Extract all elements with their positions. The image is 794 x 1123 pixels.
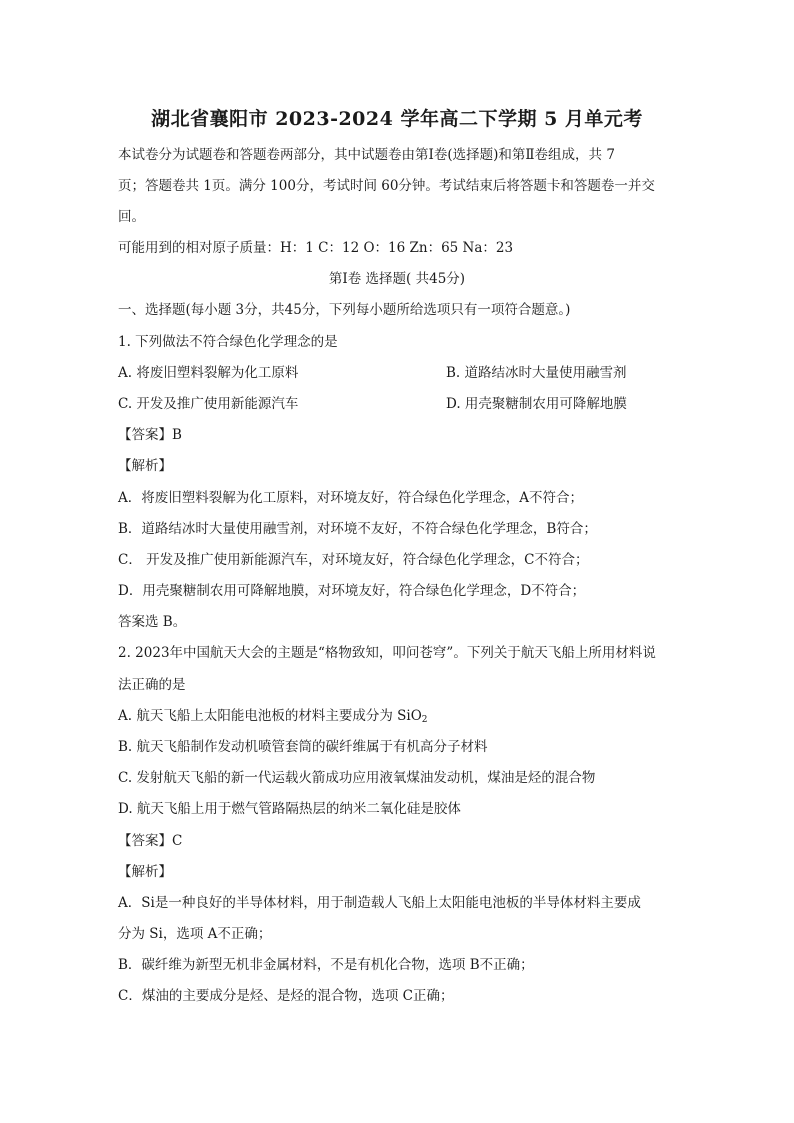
q2-option-d: D. 航天飞船上用于燃气管路隔热层的纳米二氧化硅是胶体 <box>118 801 461 817</box>
q2-analysis-label: 【解析】 <box>118 864 172 880</box>
q2-option-a-subscript: 2 <box>421 715 428 725</box>
q2-option-a-text: A. 航天飞船上太阳能电池板的材料主要成分为 SiO <box>118 708 422 724</box>
intro-line-1: 本试卷分为试题卷和答题卷两部分，其中试题卷由第Ⅰ卷(选择题)和第Ⅱ卷组成，共 7 <box>118 147 615 163</box>
q2-option-c: C. 发射航天飞船的新一代运载火箭成功应用液氧煤油发动机，煤油是烃的混合物 <box>118 770 596 786</box>
part-heading: 一、选择题(每小题 3分，共45分，下列每小题所给选项只有一项符合题意。) <box>118 302 571 318</box>
q1-option-a: A. 将废旧塑料裂解为化工原料 <box>118 365 299 381</box>
q2-option-a <box>118 707 428 729</box>
q1-answer: 【答案】B <box>118 427 182 443</box>
q1-analysis-c: C． 开发及推广使用新能源汽车，对环境友好，符合绿色化学理念，C不符合； <box>118 552 589 568</box>
q1-analysis-label: 【解析】 <box>118 458 172 474</box>
q2-stem-line-2: 法正确的是 <box>118 677 186 693</box>
document-title: 湖北省襄阳市 2023-2024 学年高二下学期 5 月单元考 <box>151 108 643 130</box>
intro-line-3: 回。 <box>118 209 145 225</box>
q1-analysis-d: D．用壳聚糖制农用可降解地膜，对环境友好，符合绿色化学理念，D不符合； <box>118 583 586 599</box>
q1-option-c: C. 开发及推广使用新能源汽车 <box>118 396 299 412</box>
q2-option-b: B. 航天飞船制作发动机喷管套筒的碳纤维属于有机高分子材料 <box>118 739 488 755</box>
q2-answer: 【答案】C <box>118 833 183 849</box>
q2-analysis-a-line-1: A．Si是一种良好的半导体材料，用于制造载人飞船上太阳能电池板的半导体材料主要成 <box>118 895 641 911</box>
q1-analysis-a: A．将废旧塑料裂解为化工原料，对环境友好，符合绿色化学理念，A不符合； <box>118 490 583 506</box>
q2-analysis-c: C．煤油的主要成分是烃、是烃的混合物，选项 C正确； <box>118 988 454 1004</box>
q1-option-b: B. 道路结冰时大量使用融雪剂 <box>446 365 627 381</box>
q1-option-d: D. 用壳聚糖制农用可降解地膜 <box>446 396 627 412</box>
q1-stem: 1. 下列做法不符合绿色化学理念的是 <box>118 334 338 350</box>
q2-analysis-a-line-2: 分为 Si，选项 A不正确； <box>118 926 272 942</box>
q1-conclusion: 答案选 B。 <box>118 614 187 630</box>
section-title: 第Ⅰ卷 选择题( 共45分) <box>328 271 466 287</box>
q2-analysis-b: B．碳纤维为新型无机非金属材料，不是有机化合物，选项 B不正确； <box>118 957 534 973</box>
intro-line-2: 页；答题卷共 1页。满分 100分，考试时间 60分钟。考试结束后将答题卡和答题卷一并交 <box>118 178 655 194</box>
q1-analysis-b: B．道路结冰时大量使用融雪剂，对环境不友好，不符合绿色化学理念，B符合； <box>118 521 597 537</box>
q2-stem-line-1: 2. 2023年中国航天大会的主题是“格物致知，叩问苍穹”。下列关于航天飞船上所用材料说 <box>118 645 656 661</box>
atomic-masses: 可能用到的相对原子质量：H：1 C：12 O：16 Zn：65 Na：23 <box>118 240 514 256</box>
